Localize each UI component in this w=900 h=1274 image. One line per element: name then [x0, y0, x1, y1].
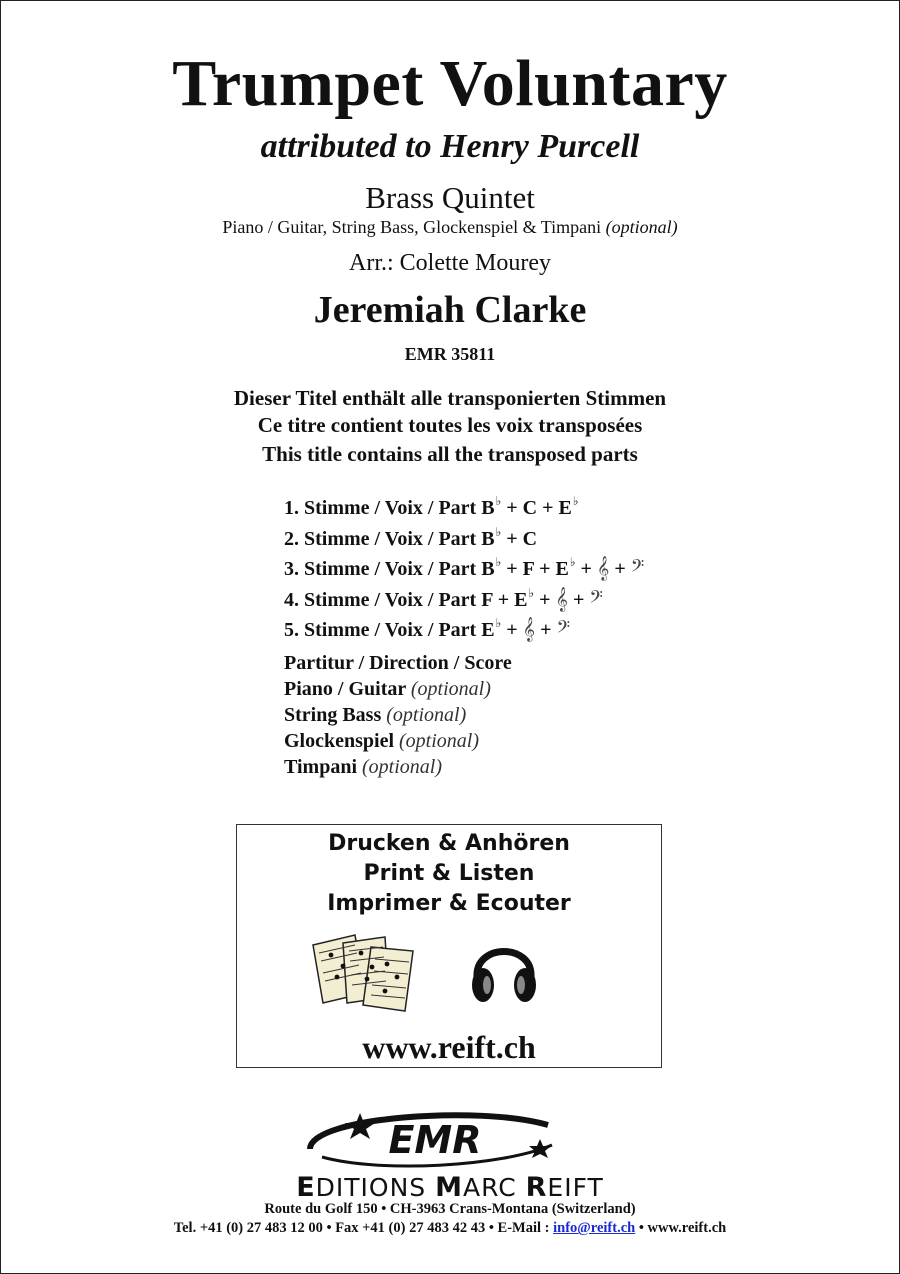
email-link[interactable]: info@reift.ch: [553, 1220, 636, 1236]
part-keys: + F + E: [506, 558, 569, 580]
part-prefix: Stimme / Voix / Part: [304, 619, 477, 641]
extra-score: [284, 650, 512, 676]
publisher-word: ARC: [462, 1173, 526, 1202]
instrumentation: [0, 217, 900, 238]
extra-label: Partitur / Direction / Score: [284, 652, 512, 674]
emr-logo: [300, 1105, 570, 1175]
flat-icon: ♭: [495, 616, 502, 630]
bass-clef-icon: 𝄢: [556, 617, 570, 641]
print-listen-en: Print & Listen: [363, 861, 535, 886]
extra-glockenspiel: [284, 728, 512, 754]
treble-clef-icon: 𝄞: [555, 586, 568, 611]
optional-label: (optional): [410, 678, 491, 700]
treble-clef-icon: 𝄞: [522, 617, 536, 641]
headphones-icon: [467, 933, 541, 1011]
bass-clef-icon: 𝄢: [630, 556, 645, 580]
part-prefix: Stimme / Voix / Part: [304, 558, 477, 580]
optional-label: (optional): [399, 730, 480, 752]
extra-label: Piano / Guitar: [284, 678, 411, 700]
parts-list: [284, 486, 644, 639]
instrumentation-text: Piano / Guitar, String Bass, Glockenspiel & Timpani: [222, 217, 606, 237]
transposed-note-en: This title contains all the transposed parts: [262, 442, 638, 466]
publisher-word: DITIONS: [315, 1173, 436, 1202]
flat-icon: ♭: [495, 524, 502, 539]
print-listen-box: [236, 824, 662, 1068]
optional-label: (optional): [605, 217, 678, 237]
part-number: 4.: [284, 588, 299, 611]
catalog-number: EMR 35811: [404, 344, 496, 364]
flat-icon: ♭: [572, 494, 579, 508]
plus-sign: +: [614, 558, 626, 580]
publisher-word: EIFT: [547, 1173, 604, 1202]
plus-sign: +: [580, 558, 592, 580]
flat-icon: ♭: [528, 585, 535, 600]
flat-icon: ♭: [495, 494, 502, 508]
composer: Jeremiah Clarke: [313, 289, 587, 331]
part-number: 3.: [284, 558, 299, 580]
arranger: Arr.: Colette Mourey: [349, 250, 551, 276]
contact-website: • www.reift.ch: [635, 1220, 727, 1236]
publisher-contact: [0, 1220, 900, 1237]
logo-text: EMR: [388, 1118, 482, 1162]
transposed-note-fr: Ce titre contient toutes les voix transposées: [257, 413, 643, 437]
part-line-1: [284, 486, 644, 517]
plus-sign: +: [506, 619, 518, 641]
part-prefix: Stimme / Voix / Part: [304, 588, 477, 611]
part-keys: + C: [506, 527, 538, 550]
extra-label: Timpani: [284, 756, 362, 778]
part-prefix: Stimme / Voix / Part: [304, 497, 477, 519]
part-prefix: Stimme / Voix / Part: [304, 527, 477, 550]
part-keys: + C + E: [506, 497, 572, 519]
print-listen-de: Drucken & Anhören: [328, 831, 570, 856]
piece-title: Trumpet Voluntary: [172, 47, 728, 120]
extra-timpani: [284, 754, 512, 780]
extra-label: Glockenspiel: [284, 730, 400, 752]
part-key: E: [481, 619, 495, 641]
flat-icon: ♭: [569, 555, 576, 569]
publisher-name: [0, 1172, 900, 1203]
extra-label: String Bass: [284, 704, 387, 726]
treble-clef-icon: 𝄞: [596, 556, 610, 580]
print-listen-fr: Imprimer & Ecouter: [327, 891, 571, 916]
part-number: 1.: [284, 497, 299, 519]
plus-sign: +: [539, 588, 551, 611]
publisher-initial: R: [525, 1172, 548, 1203]
plus-sign: +: [572, 588, 585, 611]
part-number: 5.: [284, 619, 299, 641]
flat-icon: ♭: [495, 555, 502, 569]
contact-phone-fax: Tel. +41 (0) 27 483 12 00 • Fax +41 (0) 27 483 42 43 • E-Mail :: [173, 1220, 554, 1236]
website-link[interactable]: www.reift.ch: [362, 1029, 536, 1065]
ensemble: Brass Quintet: [365, 180, 535, 215]
publisher-initial: M: [435, 1172, 463, 1203]
publisher-address: Route du Golf 150 • CH-3963 Crans-Montana (Switzerland): [264, 1201, 636, 1217]
plus-sign: +: [540, 619, 552, 641]
part-key: B: [481, 497, 495, 519]
part-line-4: [284, 578, 644, 609]
optional-label: (optional): [362, 756, 442, 778]
part-key: F + E: [481, 588, 528, 611]
attribution: attributed to Henry Purcell: [260, 128, 640, 165]
part-key: B: [481, 558, 495, 580]
bass-clef-icon: 𝄢: [589, 586, 603, 611]
transposed-note-de: Dieser Titel enthält alle transponierten Stimmen: [233, 386, 667, 410]
extra-piano-guitar: [284, 676, 512, 702]
optional-label: (optional): [386, 704, 467, 726]
part-line-2: [284, 517, 644, 548]
sheet-music-icon: [309, 931, 421, 1013]
part-number: 2.: [284, 527, 299, 550]
publisher-initial: E: [296, 1172, 316, 1203]
part-line-3: [284, 547, 644, 578]
part-key: B: [481, 527, 495, 550]
extra-string-bass: [284, 702, 512, 728]
extra-parts-list: [284, 650, 512, 780]
part-line-5: [284, 608, 644, 639]
